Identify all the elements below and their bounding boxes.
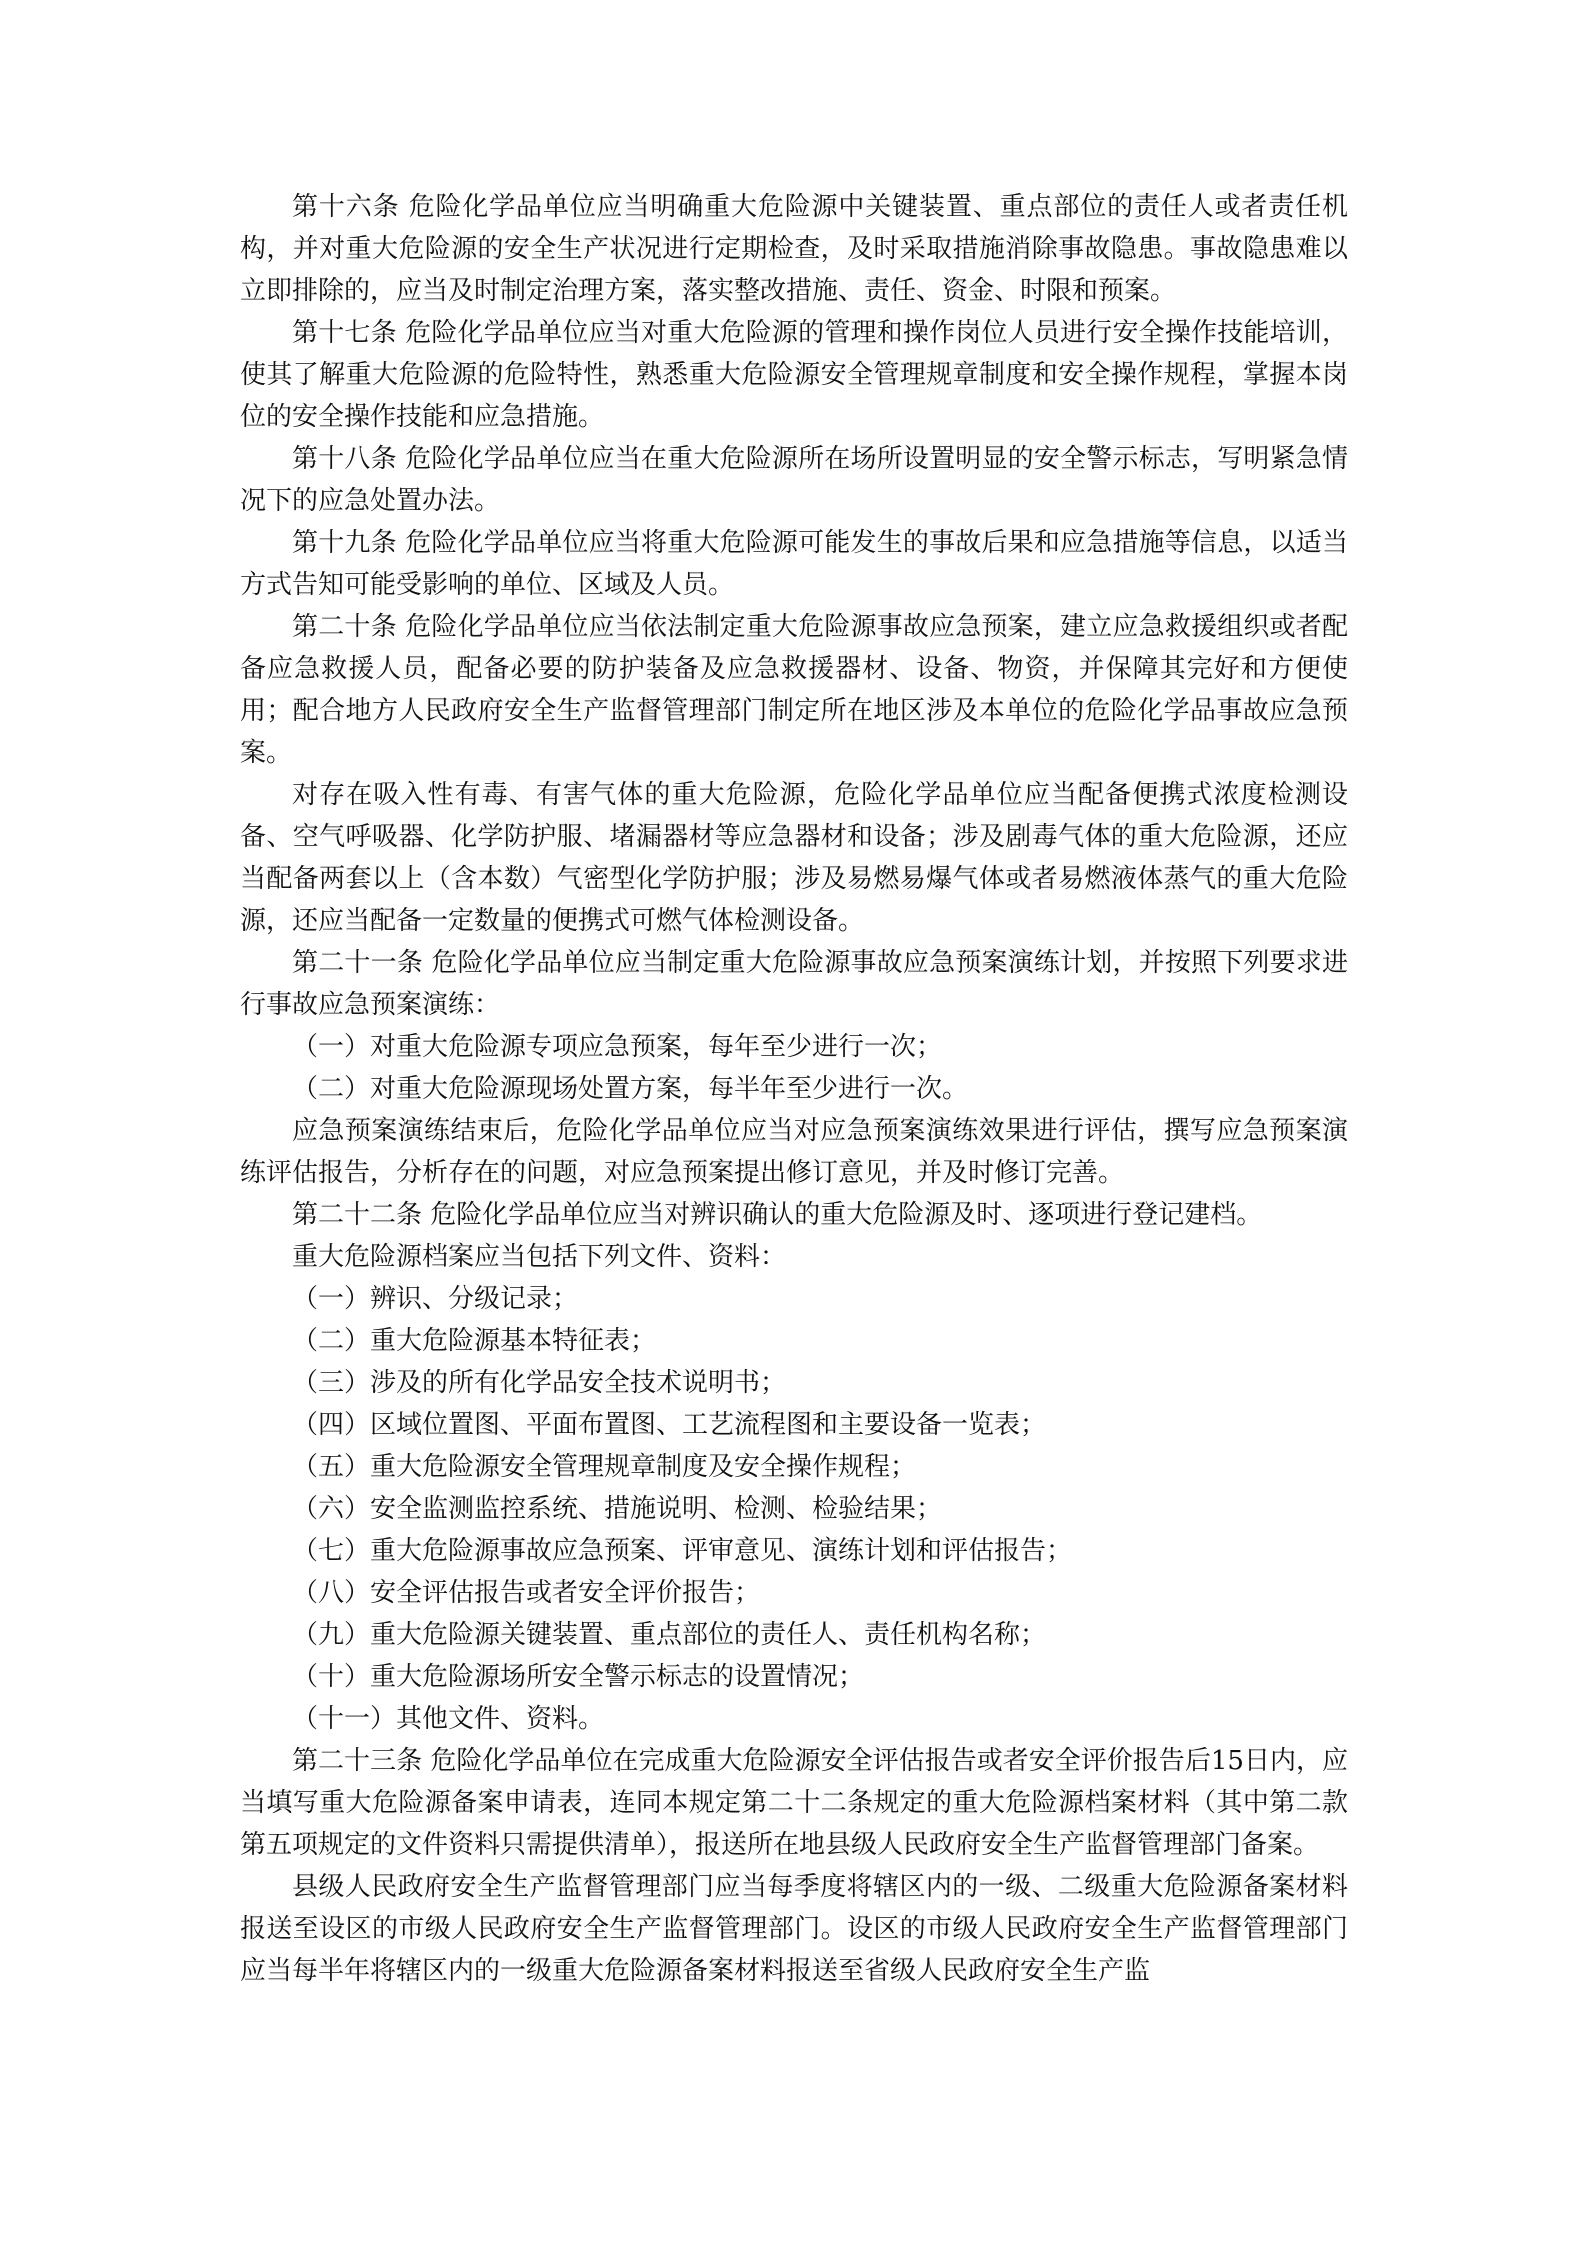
paragraph-article-17: 第十七条 危险化学品单位应当对重大危险源的管理和操作岗位人员进行安全操作技能培训，使其了解重大危险源的危险特性，熟悉重大危险源安全管理规章制度和安全操作规程，掌握本岗位的安全操作技能和应急措施。 bbox=[240, 318, 1348, 432]
document-body bbox=[240, 186, 1348, 1992]
paragraph-article-20-equipment: 对存在吸入性有毒、有害气体的重大危险源，危险化学品单位应当配备便携式浓度检测设备、空气呼吸器、化学防护服、堵漏器材等应急器材和设备；涉及剧毒气体的重大危险源，还应当配备两套以上（含本数）气密型化学防护服；涉及易燃易爆气体或者易燃液体蒸气的重大危险源，还应当配备一定数量的便携式可燃气体检测设备。 bbox=[240, 780, 1348, 936]
paragraph-drill-evaluation: 应急预案演练结束后，危险化学品单位应当对应急预案演练效果进行评估，撰写应急预案演练评估报告，分析存在的问题，对应急预案提出修订意见，并及时修订完善。 bbox=[240, 1116, 1348, 1188]
paragraph-county-filing: 县级人民政府安全生产监督管理部门应当每季度将辖区内的一级、二级重大危险源备案材料报送至设区的市级人民政府安全生产监督管理部门。设区的市级人民政府安全生产监督管理部门应当每半年将辖区内的一级重大危险源备案材料报送至省级人民政府安全生产监 bbox=[240, 1872, 1348, 1986]
list-item: （二）对重大危险源现场处置方案，每半年至少进行一次。 bbox=[292, 1074, 969, 1104]
list-item: （五）重大危险源安全管理规章制度及安全操作规程； bbox=[292, 1452, 917, 1482]
paragraph-article-23: 第二十三条 危险化学品单位在完成重大危险源安全评估报告或者安全评价报告后15日内，应当填写重大危险源备案申请表，连同本规定第二十二条规定的重大危险源档案材料（其中第二款第五项规定的文件资料只需提供清单），报送所在地县级人民政府安全生产监督管理部门备案。 bbox=[240, 1746, 1348, 1860]
list-item: （九）重大危险源关键装置、重点部位的责任人、责任机构名称； bbox=[292, 1620, 1047, 1650]
list-item: （三）涉及的所有化学品安全技术说明书； bbox=[292, 1368, 787, 1398]
paragraph-article-21: 第二十一条 危险化学品单位应当制定重大危险源事故应急预案演练计划，并按照下列要求进行事故应急预案演练： bbox=[240, 948, 1348, 1020]
list-item: （十一）其他文件、资料。 bbox=[292, 1704, 605, 1734]
list-item: （十）重大危险源场所安全警示标志的设置情况； bbox=[292, 1662, 865, 1692]
paragraph-article-22: 第二十二条 危险化学品单位应当对辨识确认的重大危险源及时、逐项进行登记建档。 bbox=[292, 1200, 1263, 1230]
paragraph-article-20: 第二十条 危险化学品单位应当依法制定重大危险源事故应急预案，建立应急救援组织或者配备应急救援人员，配备必要的防护装备及应急救援器材、设备、物资，并保障其完好和方便使用；配合地方人民政府安全生产监督管理部门制定所在地区涉及本单位的危险化学品事故应急预案。 bbox=[240, 612, 1348, 768]
paragraph-archive-contents: 重大危险源档案应当包括下列文件、资料： bbox=[292, 1242, 787, 1272]
paragraph-article-19: 第十九条 危险化学品单位应当将重大危险源可能发生的事故后果和应急措施等信息，以适当方式告知可能受影响的单位、区域及人员。 bbox=[240, 528, 1348, 600]
list-item: （一）对重大危险源专项应急预案，每年至少进行一次； bbox=[292, 1032, 943, 1062]
list-item: （六）安全监测监控系统、措施说明、检测、检验结果； bbox=[292, 1494, 943, 1524]
list-item: （一）辨识、分级记录； bbox=[292, 1284, 579, 1314]
list-item: （八）安全评估报告或者安全评价报告； bbox=[292, 1578, 761, 1608]
paragraph-article-16: 第十六条 危险化学品单位应当明确重大危险源中关键装置、重点部位的责任人或者责任机构，并对重大危险源的安全生产状况进行定期检查，及时采取措施消除事故隐患。事故隐患难以立即排除的，应当及时制定治理方案，落实整改措施、责任、资金、时限和预案。 bbox=[240, 192, 1348, 306]
list-item: （七）重大危险源事故应急预案、评审意见、演练计划和评估报告； bbox=[292, 1536, 1073, 1566]
list-item: （四）区域位置图、平面布置图、工艺流程图和主要设备一览表； bbox=[292, 1410, 1047, 1440]
list-item: （二）重大危险源基本特征表； bbox=[292, 1326, 657, 1356]
paragraph-article-18: 第十八条 危险化学品单位应当在重大危险源所在场所设置明显的安全警示标志，写明紧急情况下的应急处置办法。 bbox=[240, 444, 1348, 516]
